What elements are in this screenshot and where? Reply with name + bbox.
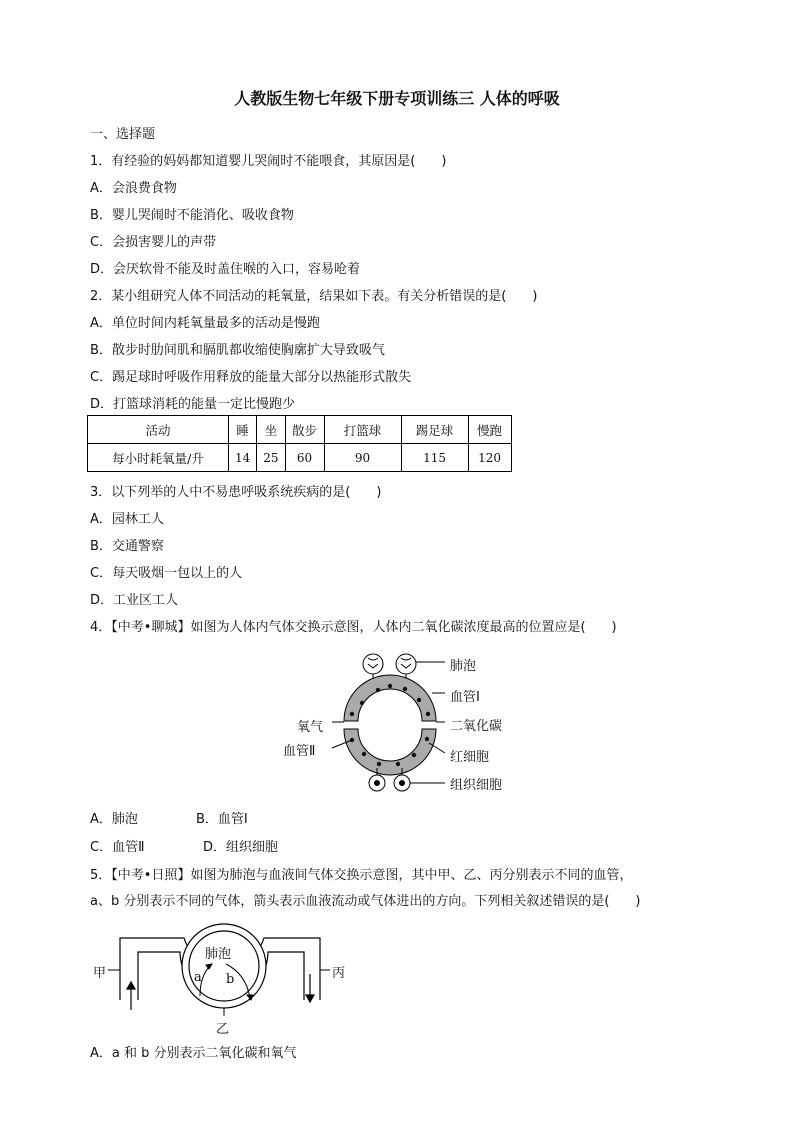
q2-option-a: A．单位时间内耗氧量最多的活动是慢跑: [90, 316, 320, 331]
alveolus-sac: [182, 924, 266, 1008]
table-row: [88, 444, 512, 472]
page-title: 人教版生物七年级下册专项训练三 人体的呼吸: [234, 89, 560, 108]
table-header-cell: 活动: [88, 416, 229, 444]
blood-vessel-ring: [344, 675, 436, 775]
label-red-blood-cell: 红细胞: [450, 750, 490, 765]
label-alveolus: 肺泡: [450, 659, 477, 674]
q5-stem-line1: 5．【中考•日照】如图为肺泡与血液间气体交换示意图，其中甲、乙、丙分别表示不同的血管，: [90, 868, 633, 883]
label-vessel-2: 血管Ⅱ: [283, 744, 316, 759]
q3-option-d: D．工业区工人: [90, 593, 179, 608]
q4-option-a: A．肺泡: [90, 812, 138, 827]
label-carbon-dioxide: 二氧化碳: [450, 719, 503, 734]
table-cell: 115: [401, 444, 468, 472]
q4-stem: 4．【中考•聊城】如图为人体内气体交换示意图，人体内二氧化碳浓度最高的位置应是( ): [90, 620, 617, 635]
table-cell: 90: [324, 444, 401, 472]
table-header-cell: 散步: [285, 416, 324, 444]
label-vessel-yi: 乙: [216, 1022, 230, 1037]
q1-stem: 1．有经验的妈妈都知道婴儿哭闹时不能喂食，其原因是( ): [90, 154, 447, 169]
oxygen-consumption-table: [87, 415, 512, 472]
q1-option-c: C．会损害婴儿的声带: [90, 235, 217, 250]
q1-option-d: D．会厌软骨不能及时盖住喉的入口，容易呛着: [90, 262, 361, 277]
table-header-cell: 慢跑: [468, 416, 511, 444]
q1-option-b: B．婴儿哭闹时不能消化、吸收食物: [90, 208, 294, 223]
q2-option-d: D．打篮球消耗的能量一定比慢跑少: [90, 397, 296, 412]
q3-option-b: B．交通警察: [90, 539, 164, 554]
table-cell: 60: [285, 444, 324, 472]
table-header-row: [88, 416, 512, 444]
table-header-cell: 坐: [257, 416, 285, 444]
label-vessel-jia: 甲: [93, 966, 107, 981]
table-header-cell: 睡: [229, 416, 257, 444]
label-oxygen: 氧气: [297, 720, 324, 735]
table-header-cell: 踢足球: [401, 416, 468, 444]
q2-stem: 2．某小组研究人体不同活动的耗氧量，结果如下表。有关分析错误的是( ): [90, 289, 538, 304]
q2-option-b: B．散步时肋间肌和膈肌都收缩使胸廓扩大导致吸气: [90, 343, 385, 358]
label-vessel-bing: 丙: [332, 966, 346, 981]
q1-option-a: A．会浪费食物: [90, 181, 177, 196]
q4-option-b: B．血管Ⅰ: [196, 812, 248, 827]
table-cell: 120: [468, 444, 511, 472]
label-gas-b: b: [226, 972, 235, 987]
label-alveolus-q5: 肺泡: [205, 947, 232, 962]
table-row-label: 每小时耗氧量/升: [88, 444, 229, 472]
q3-option-c: C．每天吸烟一包以上的人: [90, 566, 243, 581]
table-cell: 25: [257, 444, 285, 472]
q3-option-a: A．园林工人: [90, 512, 164, 527]
table-header-cell: 打篮球: [324, 416, 401, 444]
table-cell: 14: [229, 444, 257, 472]
q4-option-d: D．组织细胞: [203, 840, 279, 855]
q5-stem-line2: a、b 分别表示不同的气体，箭头表示血液流动或气体进出的方向。下列相关叙述错误的是( ): [90, 894, 641, 909]
label-vessel-1: 血管Ⅰ: [450, 690, 480, 705]
label-tissue-cell: 组织细胞: [450, 778, 503, 793]
q2-option-c: C．踢足球时呼吸作用释放的能量大部分以热能形式散失: [90, 370, 412, 385]
q4-option-c: C．血管Ⅱ: [90, 840, 145, 855]
label-gas-a: a: [194, 970, 202, 985]
q3-stem: 3．以下列举的人中不易患呼吸系统疾病的是( ): [90, 485, 382, 500]
section-heading: 一、选择题: [90, 127, 156, 142]
q5-option-a: A．a 和 b 分别表示二氧化碳和氧气: [90, 1046, 297, 1061]
